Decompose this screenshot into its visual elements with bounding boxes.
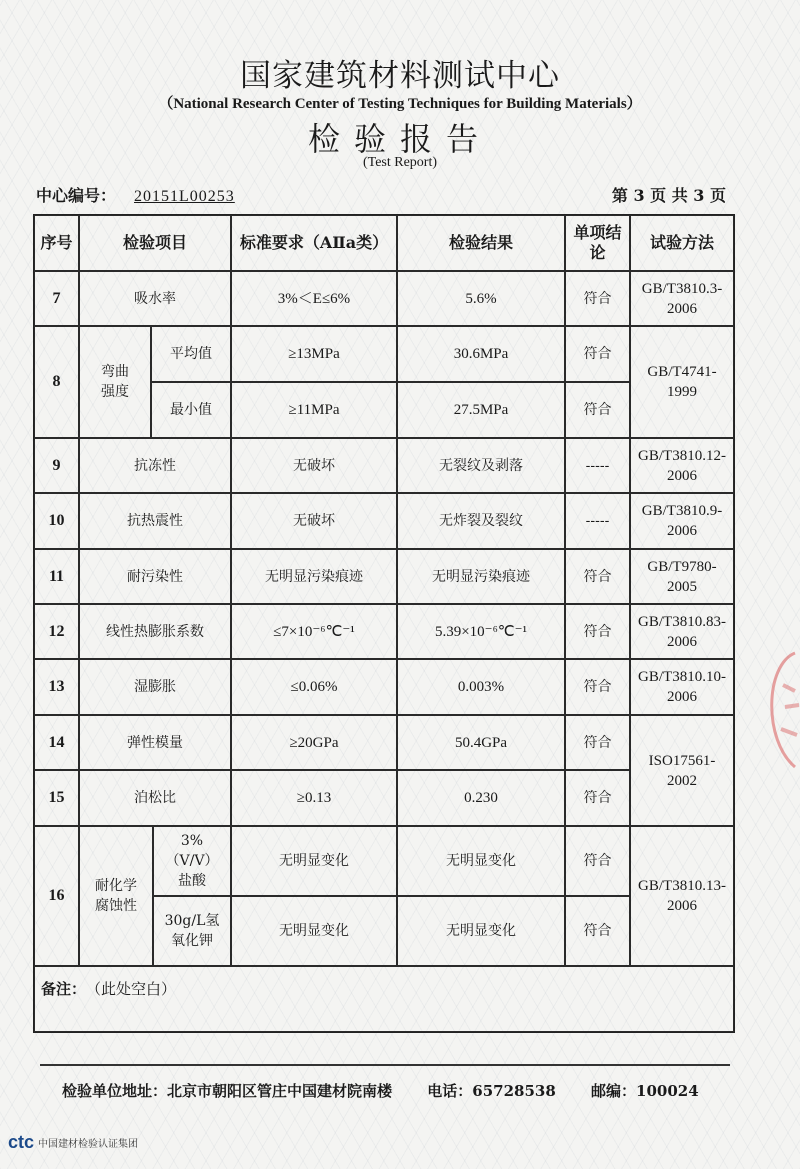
th-conclusion: 单项结论 xyxy=(565,215,630,271)
th-std: 标准要求（AⅡa类） xyxy=(231,215,397,271)
row-11-std: 无明显污染痕迹 xyxy=(231,549,397,604)
row-10-std: 无破坏 xyxy=(231,493,397,549)
report-meta xyxy=(36,183,726,205)
center-no-label: 中心编号： xyxy=(36,186,117,205)
row-10-result: 无炸裂及裂纹 xyxy=(397,493,565,549)
row-8b-item: 最小值 xyxy=(151,382,231,438)
footer xyxy=(62,1080,699,1101)
row-8a-item: 平均值 xyxy=(151,326,231,382)
row-10-method: GB/T3810.9-2006 xyxy=(630,493,734,549)
row-12-no: 12 xyxy=(34,604,79,659)
row-7-item: 吸水率 xyxy=(79,271,231,326)
row-13-no: 13 xyxy=(34,659,79,715)
footer-divider xyxy=(40,1064,730,1066)
logo-name: 中国建材检验认证集团 xyxy=(38,1139,139,1150)
row-16-method: GB/T3810.13-2006 xyxy=(630,826,734,966)
row-8-no: 8 xyxy=(34,326,79,438)
row-15-std: ≥0.13 xyxy=(231,770,397,826)
row-16b-item: 30g/L氢氧化钾 xyxy=(153,896,231,966)
row-7-result: 5.6% xyxy=(397,271,565,326)
row-16b-concl: 符合 xyxy=(565,896,630,966)
row-16a-item: 3%（V/V）盐酸 xyxy=(153,826,231,896)
row-10-concl: ----- xyxy=(565,493,630,549)
row-8b-concl: 符合 xyxy=(565,382,630,438)
report-title-cn: 检验报告 xyxy=(307,120,492,158)
row-7-method: GB/T3810.3-2006 xyxy=(630,271,734,326)
row-11-concl: 符合 xyxy=(565,549,630,604)
row-14-concl: 符合 xyxy=(565,715,630,770)
row-12-std: ≤7×10⁻⁶℃⁻¹ xyxy=(231,604,397,659)
row-7-no: 7 xyxy=(34,271,79,326)
report-table xyxy=(33,214,735,1033)
row-16-no: 16 xyxy=(34,826,79,966)
row-12-item: 线性热膨胀系数 xyxy=(79,604,231,659)
row-15-result: 0.230 xyxy=(397,770,565,826)
th-item: 检验项目 xyxy=(79,215,231,271)
row-16b-result: 无明显变化 xyxy=(397,896,565,966)
row-12-result: 5.39×10⁻⁶℃⁻¹ xyxy=(397,604,565,659)
row-13-concl: 符合 xyxy=(565,659,630,715)
row-16a-std: 无明显变化 xyxy=(231,826,397,896)
row-13-item: 湿膨胀 xyxy=(79,659,231,715)
row-14-no: 14 xyxy=(34,715,79,770)
row-16a-result: 无明显变化 xyxy=(397,826,565,896)
row-8b-std: ≥11MPa xyxy=(231,382,397,438)
row-14-15-method: ISO17561-2002 xyxy=(630,715,734,826)
row-16a-concl: 符合 xyxy=(565,826,630,896)
title-en: （National Research Center of Testing Techniques for Building Materials） xyxy=(158,96,642,112)
row-9-concl: ----- xyxy=(565,438,630,493)
title-cn: 国家建筑材料测试中心 xyxy=(240,58,560,94)
row-9-no: 9 xyxy=(34,438,79,493)
row-14-item: 弹性模量 xyxy=(79,715,231,770)
row-8a-concl: 符合 xyxy=(565,326,630,382)
group-logo xyxy=(8,1132,138,1153)
row-8-method: GB/T4741-1999 xyxy=(630,326,734,438)
row-14-result: 50.4GPa xyxy=(397,715,565,770)
row-8b-result: 27.5MPa xyxy=(397,382,565,438)
row-11-method: GB/T9780-2005 xyxy=(630,549,734,604)
row-9-std: 无破坏 xyxy=(231,438,397,493)
row-10-no: 10 xyxy=(34,493,79,549)
row-9-method: GB/T3810.12-2006 xyxy=(630,438,734,493)
row-12-concl: 符合 xyxy=(565,604,630,659)
row-11-result: 无明显污染痕迹 xyxy=(397,549,565,604)
row-7-concl: 符合 xyxy=(565,271,630,326)
addr-label: 检验单位地址： xyxy=(62,1082,168,1100)
report-title-en: (Test Report) xyxy=(362,155,438,170)
row-11-no: 11 xyxy=(34,549,79,604)
th-result: 检验结果 xyxy=(397,215,565,271)
center-no-value: 20151L00253 xyxy=(134,188,235,205)
tel-value: 65728538 xyxy=(472,1082,556,1100)
addr-value: 北京市朝阳区管庄中国建材院南楼 xyxy=(167,1082,393,1100)
post-label: 邮编： xyxy=(591,1082,637,1100)
row-13-result: 0.003% xyxy=(397,659,565,715)
row-10-item: 抗热震性 xyxy=(79,493,231,549)
th-seq: 序号 xyxy=(34,215,79,271)
row-15-concl: 符合 xyxy=(565,770,630,826)
red-seal-stamp xyxy=(755,645,800,775)
row-16b-std: 无明显变化 xyxy=(231,896,397,966)
tel-label: 电话： xyxy=(427,1082,473,1100)
remarks xyxy=(34,966,734,1032)
row-8a-std: ≥13MPa xyxy=(231,326,397,382)
row-13-std: ≤0.06% xyxy=(231,659,397,715)
row-14-std: ≥20GPa xyxy=(231,715,397,770)
remark-label: 备注： xyxy=(41,980,87,998)
center-no xyxy=(36,183,235,206)
row-12-method: GB/T3810.83-2006 xyxy=(630,604,734,659)
row-11-item: 耐污染性 xyxy=(79,549,231,604)
row-8-group: 弯曲强度 xyxy=(79,326,151,438)
post-value: 100024 xyxy=(636,1082,699,1100)
row-9-result: 无裂纹及剥落 xyxy=(397,438,565,493)
remark-value: （此处空白） xyxy=(86,980,177,998)
logo-mark: ctc xyxy=(8,1132,35,1152)
row-15-item: 泊松比 xyxy=(79,770,231,826)
page-indicator: 第 3 页 共 3 页 xyxy=(611,186,726,205)
th-method: 试验方法 xyxy=(630,215,734,271)
row-13-method: GB/T3810.10-2006 xyxy=(630,659,734,715)
row-15-no: 15 xyxy=(34,770,79,826)
row-8a-result: 30.6MPa xyxy=(397,326,565,382)
row-7-std: 3%＜E≤6% xyxy=(231,271,397,326)
row-16-group: 耐化学腐蚀性 xyxy=(79,826,153,966)
row-9-item: 抗冻性 xyxy=(79,438,231,493)
